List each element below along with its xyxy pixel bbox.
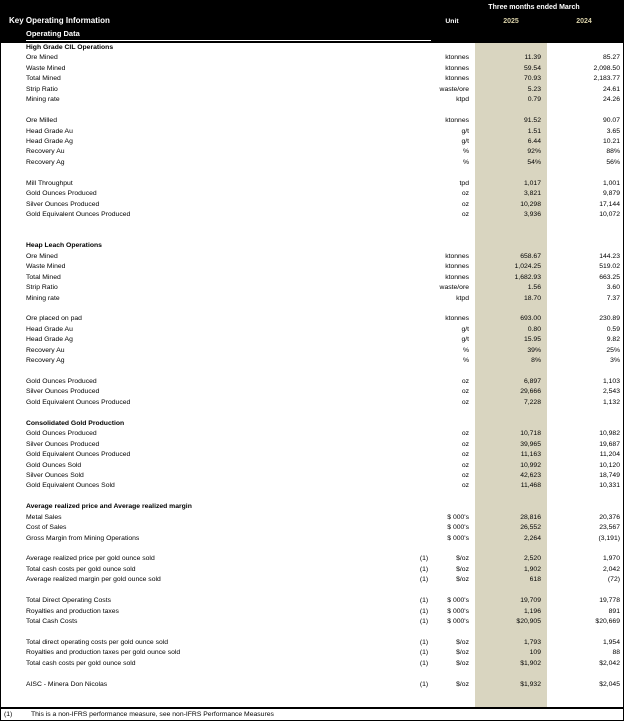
unit-cell: waste/ore (439, 85, 469, 93)
row-label: Total Cash Costs (26, 618, 78, 626)
data-row (1, 575, 624, 585)
row-label: Total Mined (26, 273, 61, 281)
value-2025-cell: 91.52 (523, 117, 541, 125)
unit-cell: waste/ore (439, 284, 469, 292)
row-label: High Grade CIL Operations (26, 44, 114, 51)
year-2025-column-header: 2025 (503, 18, 519, 25)
value-2024-cell: 10,120 (599, 461, 620, 469)
row-label: Gold Equivalent Ounces Produced (26, 398, 131, 406)
row-label: Gross Margin from Mining Operations (26, 534, 140, 542)
value-2025-cell: 10,298 (520, 200, 541, 208)
row-label: Recovery Ag (26, 158, 65, 166)
value-2025-cell: 18.70 (523, 294, 541, 302)
unit-cell: % (462, 357, 469, 365)
data-row (1, 398, 624, 408)
unit-cell: oz (461, 482, 469, 490)
data-row (1, 377, 624, 387)
spacer-row (1, 220, 624, 230)
footnote-marker: (1) (4, 711, 13, 718)
value-2024-cell: 1,132 (602, 398, 620, 406)
value-2025-cell: 693.00 (520, 315, 541, 323)
value-2025-cell: 42,623 (520, 471, 541, 479)
data-row (1, 283, 624, 293)
unit-cell: $ 000's (447, 534, 469, 542)
footnote-marker-cell: (1) (419, 607, 429, 615)
value-2025-cell: 0.79 (527, 96, 541, 104)
data-row (1, 680, 624, 690)
row-label: Total Mined (26, 75, 61, 83)
value-2024-cell: 17,144 (599, 200, 620, 208)
row-label: Consolidated Gold Production (26, 419, 125, 427)
footnote-marker-cell: (1) (419, 565, 429, 573)
unit-cell: ktonnes (445, 315, 469, 323)
data-row (1, 440, 624, 450)
data-row (1, 262, 624, 272)
value-2024-cell: 24.61 (602, 85, 620, 93)
unit-cell: g/t (461, 325, 469, 333)
value-2025-cell: 0.80 (527, 325, 541, 333)
value-2024-cell: 10,072 (599, 211, 620, 218)
value-2024-cell: 10,982 (599, 430, 620, 438)
unit-cell: $ 000's (447, 524, 469, 532)
value-2024-cell: (3,191) (598, 534, 620, 542)
data-row (1, 617, 624, 627)
data-row (1, 429, 624, 439)
value-2024-cell: 1,103 (602, 378, 620, 385)
value-2025-cell: 6.44 (527, 137, 541, 145)
value-2025-cell: 8% (531, 357, 541, 365)
data-row (1, 200, 624, 210)
data-row (1, 85, 624, 95)
data-row (1, 116, 624, 126)
value-2025-cell: 1,902 (523, 565, 541, 573)
value-2024-cell: (72) (607, 576, 620, 584)
unit-cell: % (462, 158, 469, 166)
row-label: Head Grade Au (26, 325, 73, 333)
value-2025-cell: 59.54 (523, 64, 541, 72)
unit-cell: ktonnes (445, 263, 469, 271)
value-2024-cell: 891 (608, 607, 620, 615)
value-2025-cell: 6,897 (523, 378, 541, 385)
row-label: Silver Ounces Produced (26, 388, 100, 396)
section-title-operating-data: Operating Data (26, 29, 80, 38)
row-label: Recovery Ag (26, 357, 65, 365)
value-2025-cell: $1,902 (520, 659, 541, 667)
page-title: Key Operating Information (9, 16, 110, 25)
value-2024-cell: 19,778 (599, 597, 620, 605)
data-row (1, 74, 624, 84)
unit-cell: oz (461, 398, 469, 406)
data-row (1, 273, 624, 283)
unit-cell: ktonnes (445, 273, 469, 281)
value-2025-cell: 92% (527, 148, 541, 156)
data-row (1, 461, 624, 471)
row-label: Average realized price per gold ounce sold (26, 555, 155, 563)
data-row (1, 523, 624, 533)
row-label: Average realized price and Average realized margin (26, 503, 192, 511)
row-label: Gold Equivalent Ounces Produced (26, 211, 131, 218)
row-label: Silver Ounces Produced (26, 200, 100, 208)
unit-cell: $ 000's (447, 607, 469, 615)
value-2025-cell: 5.23 (527, 85, 541, 93)
row-label: Total direct operating costs per gold ounce sold (26, 638, 169, 646)
value-2025-cell: 2,264 (523, 534, 541, 542)
value-2025-cell: 2,520 (523, 555, 541, 563)
data-row (1, 513, 624, 523)
footnote-marker-cell: (1) (419, 555, 429, 563)
row-label: Total cash costs per gold ounce sold (26, 659, 136, 667)
unit-cell: tpd (459, 179, 469, 187)
footnote-marker-cell: (1) (419, 649, 429, 657)
value-2024-cell: 90.07 (602, 117, 620, 125)
value-2025-cell: 70.93 (523, 75, 541, 83)
spacer-row (1, 544, 624, 554)
value-2025-cell: 658.67 (520, 252, 541, 260)
value-2024-cell: 23,567 (599, 524, 620, 532)
data-row (1, 356, 624, 366)
section-header-row (1, 241, 624, 251)
value-2025-cell: 109 (529, 649, 541, 657)
value-2025-cell: 1,017 (523, 179, 541, 187)
value-2024-cell: 7.37 (606, 294, 620, 302)
data-row (1, 596, 624, 606)
data-row (1, 147, 624, 157)
row-label: Mining rate (26, 96, 60, 104)
data-row (1, 638, 624, 648)
value-2025-cell: 15.95 (523, 336, 541, 344)
table-body (1, 43, 624, 707)
value-2025-cell: 3,821 (523, 190, 541, 198)
unit-cell: ktonnes (445, 117, 469, 125)
unit-cell: $/oz (456, 555, 469, 563)
value-2024-cell: 3.60 (606, 284, 620, 292)
value-2024-cell: 25% (606, 346, 620, 354)
unit-cell: $/oz (456, 565, 469, 573)
row-label: Royalties and production taxes (26, 607, 119, 615)
value-2025-cell: 1,196 (523, 607, 541, 615)
row-label: Silver Ounces Produced (26, 440, 100, 448)
data-row (1, 534, 624, 544)
unit-cell: oz (461, 440, 469, 448)
value-2025-cell: 10,718 (520, 430, 541, 438)
row-label: Gold Ounces Produced (26, 190, 97, 198)
unit-cell: oz (461, 211, 469, 218)
value-2024-cell: 10.21 (602, 137, 620, 145)
data-row (1, 335, 624, 345)
value-2024-cell: 3% (610, 357, 620, 365)
value-2024-cell: 3.65 (606, 127, 620, 135)
unit-column-header: Unit (445, 18, 459, 25)
value-2025-cell: 1,024.25 (514, 263, 541, 271)
value-2024-cell: $2,045 (599, 680, 620, 688)
unit-cell: oz (461, 471, 469, 479)
data-row (1, 137, 624, 147)
data-row (1, 387, 624, 397)
value-2024-cell: 519.02 (599, 263, 620, 271)
footnote-text: This is a non-IFRS performance measure, see non-IFRS Performance Measures (31, 711, 274, 718)
footnote-marker-cell: (1) (419, 597, 429, 605)
row-label: Gold Ounces Produced (26, 430, 97, 438)
unit-cell: oz (461, 451, 469, 459)
row-label: Head Grade Ag (26, 336, 73, 344)
value-2024-cell: 56% (606, 158, 620, 166)
footnote-marker-cell: (1) (419, 659, 429, 667)
data-row (1, 294, 624, 304)
row-label: Ore Milled (26, 117, 57, 125)
spacer-row (1, 231, 624, 241)
value-2024-cell: 9,879 (602, 190, 620, 198)
data-row (1, 565, 624, 575)
unit-cell: ktonnes (445, 64, 469, 72)
value-2024-cell: 20,376 (599, 513, 620, 521)
value-2025-cell: 19,709 (520, 597, 541, 605)
table-header-band (1, 1, 623, 43)
footnote-marker-cell: (1) (419, 638, 429, 646)
row-label: Recovery Au (26, 148, 65, 156)
spacer-row (1, 408, 624, 418)
data-row (1, 158, 624, 168)
spacer-row (1, 492, 624, 502)
row-label: Cost of Sales (26, 524, 67, 532)
value-2024-cell: 11,204 (599, 451, 620, 459)
data-row (1, 648, 624, 658)
value-2025-cell: $20,905 (516, 618, 541, 626)
section-header-row (1, 419, 624, 429)
value-2024-cell: 230.89 (599, 315, 620, 323)
row-label: Ore Mined (26, 252, 58, 260)
row-label: Head Grade Au (26, 127, 73, 135)
data-row (1, 471, 624, 481)
value-2025-cell: 1.56 (527, 284, 541, 292)
unit-cell: $ 000's (447, 513, 469, 521)
value-2024-cell: 0.59 (606, 325, 620, 333)
value-2025-cell: 39% (527, 346, 541, 354)
row-label: Strip Ratio (26, 284, 58, 292)
data-row (1, 127, 624, 137)
data-row (1, 189, 624, 199)
data-row (1, 64, 624, 74)
value-2025-cell: 1,793 (523, 638, 541, 646)
row-label: Gold Equivalent Ounces Produced (26, 451, 131, 459)
value-2024-cell: 85.27 (602, 54, 620, 62)
value-2025-cell: 11,163 (520, 451, 541, 459)
data-row (1, 325, 624, 335)
footnote-marker-cell: (1) (419, 576, 429, 584)
value-2024-cell: 1,954 (602, 638, 620, 646)
data-row (1, 450, 624, 460)
data-row (1, 346, 624, 356)
row-label: Mill Throughput (26, 179, 73, 187)
unit-cell: ktonnes (445, 54, 469, 62)
row-label: Total cash costs per gold ounce sold (26, 565, 136, 573)
row-label: Head Grade Ag (26, 137, 73, 145)
unit-cell: % (462, 148, 469, 156)
unit-cell: oz (461, 378, 469, 385)
footnote-marker-cell: (1) (419, 618, 429, 626)
year-2024-column-header: 2024 (576, 18, 592, 25)
unit-cell: $/oz (456, 659, 469, 667)
unit-cell: oz (461, 461, 469, 469)
value-2025-cell: 39,965 (520, 440, 541, 448)
value-2025-cell: 54% (527, 158, 541, 166)
value-2024-cell: 18,749 (599, 471, 620, 479)
unit-cell: % (462, 346, 469, 354)
spacer-row (1, 168, 624, 178)
unit-cell: $/oz (456, 576, 469, 584)
row-label: Total Direct Operating Costs (26, 597, 111, 605)
spacer-row (1, 669, 624, 679)
value-2024-cell: $2,042 (599, 659, 620, 667)
unit-cell: oz (461, 200, 469, 208)
unit-cell: ktonnes (445, 75, 469, 83)
value-2025-cell: 3,936 (523, 211, 541, 218)
unit-cell: $/oz (456, 680, 469, 688)
value-2024-cell: 10,331 (599, 482, 620, 490)
period-header: Three months ended March (488, 4, 580, 11)
footnote-row (1, 709, 623, 720)
data-row (1, 210, 624, 220)
row-label: Waste Mined (26, 64, 66, 72)
value-2024-cell: 88% (606, 148, 620, 156)
spacer-row (1, 367, 624, 377)
data-row (1, 179, 624, 189)
value-2025-cell: 10,992 (520, 461, 541, 469)
table-rows (1, 43, 624, 690)
unit-cell: $/oz (456, 649, 469, 657)
spacer-row (1, 106, 624, 116)
row-label: Gold Ounces Produced (26, 378, 97, 385)
unit-cell: oz (461, 388, 469, 396)
spacer-row (1, 304, 624, 314)
value-2024-cell: 2,543 (602, 388, 620, 396)
row-label: Waste Mined (26, 263, 66, 271)
value-2024-cell: 19,687 (599, 440, 620, 448)
data-row (1, 481, 624, 491)
row-label: AISC - Minera Don Nicolas (26, 680, 108, 688)
unit-cell: g/t (461, 127, 469, 135)
value-2024-cell: 144.23 (599, 252, 620, 260)
data-row (1, 252, 624, 262)
row-label: Recovery Au (26, 346, 65, 354)
unit-cell: ktpd (456, 294, 469, 302)
value-2025-cell: 11.39 (524, 54, 541, 62)
value-2024-cell: 1,970 (602, 555, 620, 563)
row-label: Ore placed on pad (26, 315, 82, 323)
subtitle-underline (26, 40, 431, 41)
row-label: Strip Ratio (26, 85, 58, 93)
value-2025-cell: 26,552 (520, 524, 541, 532)
row-label: Ore Mined (26, 54, 58, 62)
value-2024-cell: 2,098.50 (593, 64, 620, 72)
value-2024-cell: 1,001 (602, 179, 620, 187)
unit-cell: ktpd (456, 96, 469, 104)
spacer-row (1, 586, 624, 596)
data-row (1, 53, 624, 63)
value-2025-cell: 29,666 (520, 388, 541, 396)
row-label: Gold Ounces Sold (26, 461, 82, 469)
value-2024-cell: $20,669 (595, 618, 620, 626)
value-2024-cell: 2,183.77 (593, 75, 620, 83)
value-2025-cell: 1.51 (527, 127, 541, 135)
unit-cell: oz (461, 430, 469, 438)
data-row (1, 95, 624, 105)
unit-cell: g/t (461, 137, 469, 145)
value-2024-cell: 88 (612, 649, 620, 657)
row-label: Mining rate (26, 294, 60, 302)
value-2025-cell: 28,816 (520, 513, 541, 521)
value-2025-cell: 11,468 (520, 482, 541, 490)
row-label: Heap Leach Operations (26, 242, 102, 250)
spacer-row (1, 628, 624, 638)
data-row (1, 659, 624, 669)
value-2025-cell: 618 (529, 576, 541, 584)
data-row (1, 554, 624, 564)
unit-cell: ktonnes (445, 252, 469, 260)
value-2025-cell: 1,682.93 (514, 273, 541, 281)
row-label: Metal Sales (26, 513, 62, 521)
footnote-marker-cell: (1) (419, 680, 429, 688)
data-row (1, 607, 624, 617)
value-2024-cell: 2,042 (602, 565, 620, 573)
row-label: Average realized margin per gold ounce sold (26, 576, 161, 584)
value-2025-cell: 7,228 (523, 398, 541, 406)
section-header-row (1, 502, 624, 512)
unit-cell: $ 000's (447, 597, 469, 605)
value-2024-cell: 9.82 (606, 336, 620, 344)
row-label: Silver Ounces Sold (26, 471, 84, 479)
unit-cell: oz (461, 190, 469, 198)
value-2024-cell: 663.25 (599, 273, 620, 281)
unit-cell: $ 000's (447, 618, 469, 626)
section-header-row (1, 43, 624, 53)
row-label: Gold Equivalent Ounces Sold (26, 482, 115, 490)
row-label: Royalties and production taxes per gold ounce sold (26, 649, 181, 657)
data-row (1, 314, 624, 324)
unit-cell: g/t (461, 336, 469, 344)
value-2025-cell: $1,932 (520, 680, 541, 688)
value-2024-cell: 24.26 (602, 96, 620, 104)
unit-cell: $/oz (456, 638, 469, 646)
